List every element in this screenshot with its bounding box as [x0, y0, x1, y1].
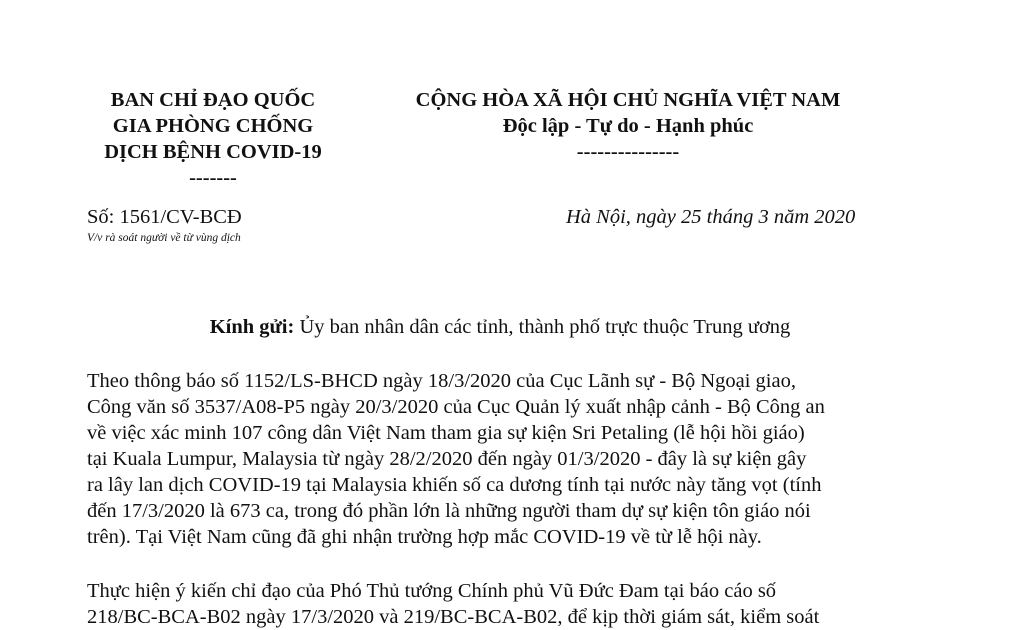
issuing-agency-header — [60, 87, 366, 191]
paragraph-line: Thực hiện ý kiến chỉ đạo của Phó Thủ tướng Chính phủ Vũ Đức Đam tại báo cáo số — [87, 580, 777, 602]
body-paragraph-1 — [87, 368, 947, 550]
paragraph-line: 218/BC-BCA-B02 ngày 17/3/2020 và 219/BC-BCA-B02, để kịp thời giám sát, kiểm soát — [87, 606, 820, 628]
recipient-line — [0, 314, 1000, 340]
agency-line: GIA PHÒNG CHỐNG — [112, 115, 314, 137]
paragraph-line: ra lây lan dịch COVID-19 tại Malaysia khiến số ca dương tính tại nước này tăng vọt (tính — [87, 474, 822, 496]
document-subject: V/v rà soát người về từ vùng dịch — [87, 232, 241, 244]
recipient-value: Ủy ban nhân dân các tỉnh, thành phố trực thuộc Trung ương — [294, 316, 791, 338]
paragraph-line: đến 17/3/2020 là 673 ca, trong đó phần lớn là những người tham dự sự kiện tôn giáo nói — [87, 500, 811, 522]
agency-divider: ------- — [189, 167, 237, 189]
nation-divider: --------------- — [576, 141, 680, 163]
paragraph-line: Theo thông báo số 1152/LS-BHCD ngày 18/3/2020 của Cục Lãnh sự - Bộ Ngoại giao, — [87, 370, 796, 392]
agency-line: BAN CHỈ ĐẠO QUỐC — [110, 89, 316, 111]
paragraph-line: Công văn số 3537/A08-P5 ngày 20/3/2020 của Cục Quản lý xuất nhập cảnh - Bộ Công an — [87, 396, 825, 418]
recipient-label: Kính gửi: — [209, 316, 295, 338]
document-number: Số: 1561/CV-BCĐ — [87, 206, 242, 228]
nation-title: CỘNG HÒA XÃ HỘI CHỦ NGHĨA VIỆT NAM — [415, 89, 841, 111]
agency-line: DỊCH BỆNH COVID-19 — [104, 141, 322, 163]
national-motto-header — [372, 87, 884, 165]
place-and-date: Hà Nội, ngày 25 tháng 3 năm 2020 — [566, 206, 856, 228]
paragraph-line: trên). Tại Việt Nam cũng đã ghi nhận trường hợp mắc COVID-19 về từ lễ hội này. — [87, 526, 762, 548]
body-paragraph-2 — [87, 578, 947, 630]
paragraph-line: tại Kuala Lumpur, Malaysia từ ngày 28/2/2020 đến ngày 01/3/2020 - đây là sự kiện gây — [87, 448, 807, 470]
paragraph-line: về việc xác minh 107 công dân Việt Nam tham gia sự kiện Sri Petaling (lễ hội hồi giáo) — [87, 422, 805, 444]
nation-motto: Độc lập - Tự do - Hạnh phúc — [502, 115, 754, 137]
